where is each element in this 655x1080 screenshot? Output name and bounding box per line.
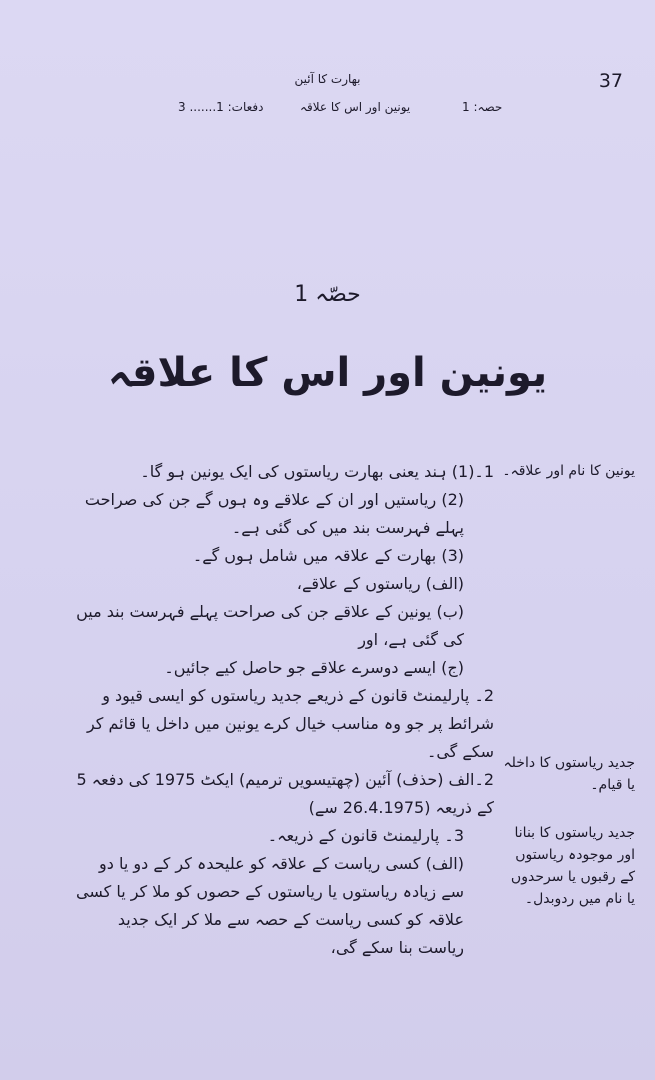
margin-note-state-formation: جدید ریاستوں کا بنانا اور موجودہ ریاستوں کے رقبوں یا سرحدوں یا نام میں ردوبدل۔: [510, 825, 635, 907]
paragraph: 2۔ پارلیمنٹ قانون کے ذریعے جدید ریاستوں کو ایسی قیود و شرائط پر جو وہ مناسب خیال کرے یونین میں داخل یا قائم کر سکے گی۔: [86, 686, 494, 761]
margin-note-new-states: جدید ریاستوں کا داخلہ یا قیام۔: [503, 755, 635, 793]
paragraph: (الف) کسی ریاست کے علاقہ کو علیحدہ کر کے دو یا دو سے زیادہ ریاستوں یا ریاستوں کے حصوں کو ملا کر یا کسی علاقہ کو کسی ریاست کے حصہ سے ملا کر ایک جدید ریاست بنا سکے گی،: [76, 854, 464, 957]
paragraph: 1۔(1) ہند یعنی بھارت ریاستوں کی ایک یونین ہو گا۔: [140, 462, 494, 481]
paragraph: (الف) ریاستوں کے علاقے،: [296, 574, 464, 593]
paragraph: (ج) ایسے دوسرے علاقے جو حاصل کیے جائیں۔: [164, 658, 464, 677]
paragraph: (3) بھارت کے علاقہ میں شامل ہوں گے۔: [192, 546, 464, 565]
running-header-chapter: یونین اور اس کا علاقہ: [300, 100, 411, 114]
margin-note-union-name: یونین کا نام اور علاقہ۔: [502, 463, 635, 479]
chapter-title: یونین اور اس کا علاقہ: [107, 350, 548, 396]
paragraph: (ب) یونین کے علاقے جن کی صراحت پہلے فہرست بند میں کی گئی ہے، اور: [76, 602, 464, 649]
running-header-sections: دفعات: 1....... 3: [178, 100, 264, 114]
paragraph: (2) ریاستیں اور ان کے علاقے وہ ہوں گے جن کی صراحت پہلے فہرست بند میں کی گئی ہے۔: [84, 490, 464, 537]
article-text: [74, 458, 494, 962]
running-header-title: بھارت کا آئین: [294, 72, 361, 86]
part-heading: حصّہ 1: [294, 282, 361, 307]
paragraph: 3۔ پارلیمنٹ قانون کے ذریعہ۔: [267, 826, 464, 845]
paragraph: 2۔الف (حذف) آئین (چھتیسویں ترمیم) ایکٹ 1975 کی دفعہ 5 کے ذریعہ (26.4.1975 سے): [76, 770, 494, 817]
running-header-part: حصہ: 1: [462, 100, 503, 114]
page-number: 37: [598, 70, 623, 92]
